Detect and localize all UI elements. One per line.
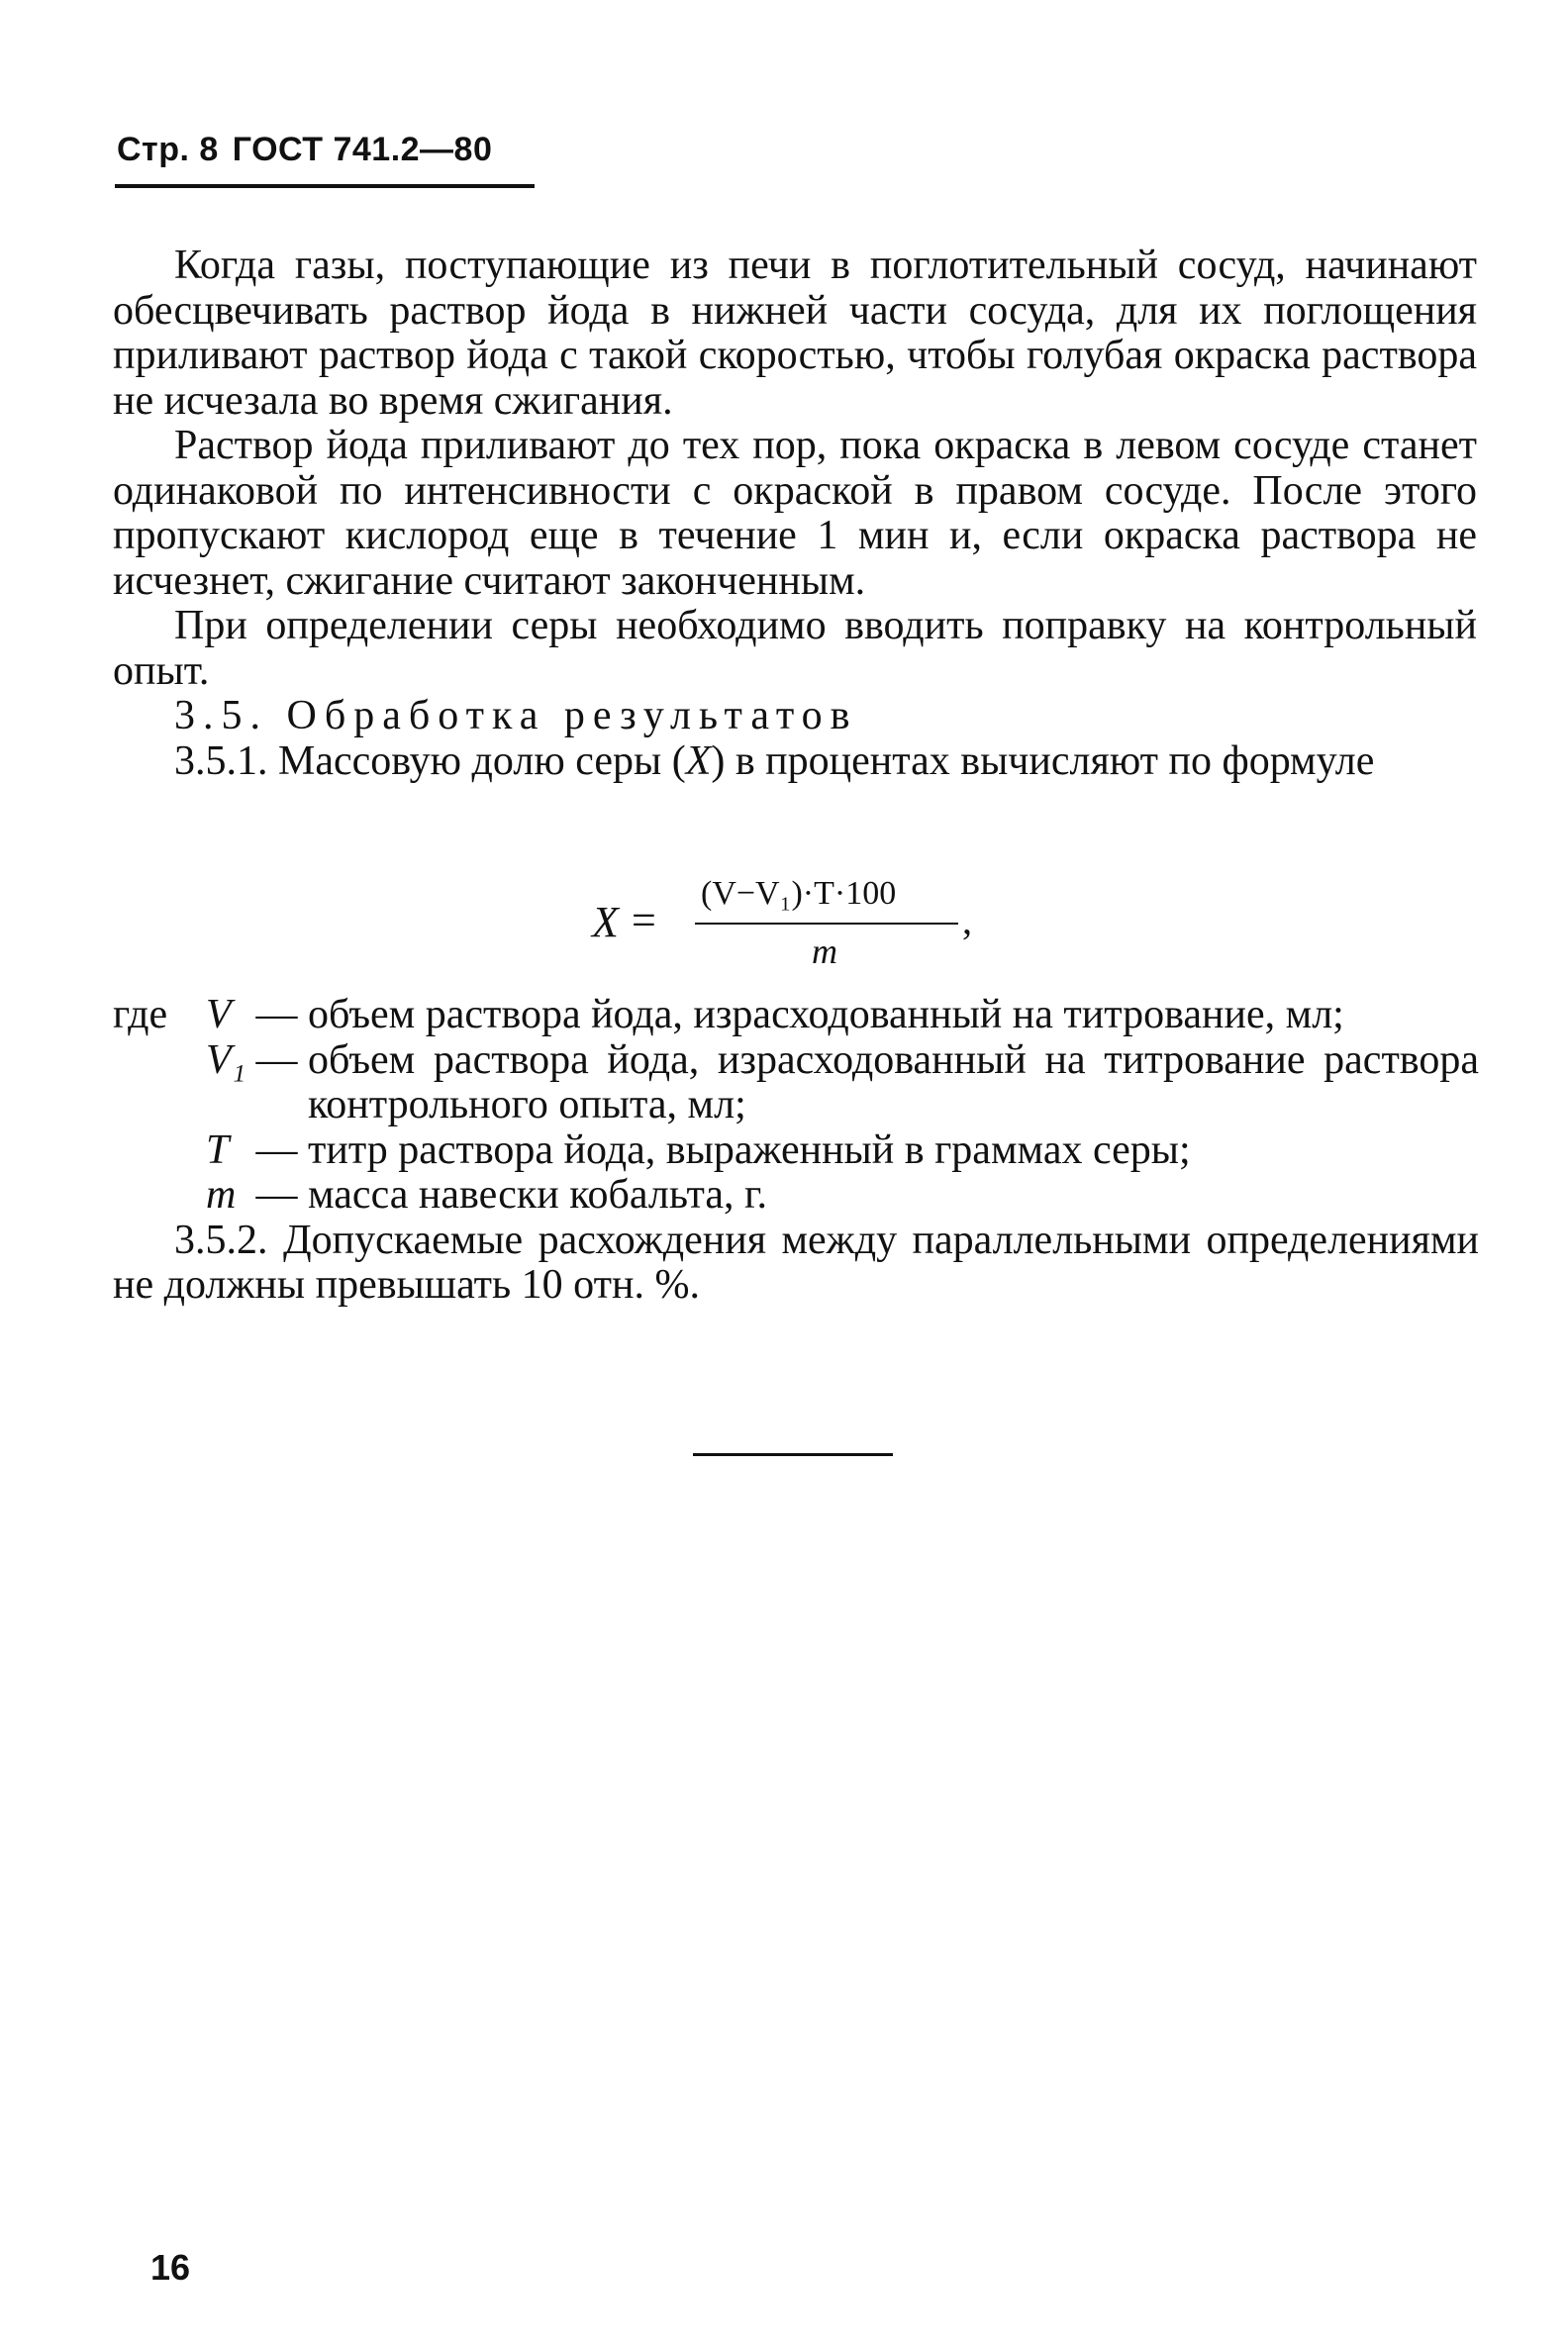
variable-description: объем раствора йода, израсходованный на титрование раствора контрольного опыта, мл;: [308, 1036, 1479, 1127]
variable-row: [113, 1038, 1479, 1128]
formula-denominator: m: [812, 931, 837, 971]
variable-row: [113, 1128, 1479, 1174]
variable-dash: —: [245, 992, 308, 1037]
variable-row: [113, 1173, 1479, 1219]
header-rule: [115, 184, 535, 188]
body-text: [113, 244, 1477, 784]
page-label: Стр. 8: [117, 131, 219, 168]
section-heading: [113, 694, 1477, 739]
variable-x: X: [685, 737, 712, 784]
variable-definitions: [113, 993, 1479, 1309]
standard-designation: ГОСТ 741.2—80: [232, 131, 493, 168]
fraction-bar: [695, 923, 958, 925]
variable-symbol: m: [206, 1172, 237, 1218]
variable-symbol: T: [206, 1126, 230, 1173]
variable-dash: —: [245, 1036, 308, 1083]
indent-spacer: [113, 1038, 206, 1128]
variable-description: титр раствора йода, выраженный в граммах серы;: [308, 1126, 1191, 1173]
where-label: где: [113, 992, 168, 1037]
variable-dash: —: [245, 1172, 308, 1218]
variable-dash: —: [245, 1126, 308, 1173]
section-title: 3.5. Обработка результатов: [174, 693, 858, 738]
formula-equals: =: [632, 896, 656, 944]
formula-intro-text-end: ) в процентах вычисляют по формуле: [711, 737, 1375, 784]
paragraph-tolerance: 3.5.2. Допускаемые расхождения между параллельными определениями не должны превышать 10 отн. %.: [113, 1217, 1479, 1308]
paragraph-absorption: Когда газы, поступающие из печи в поглотительный сосуд, начинают обесцвечивать раствор йода в нижней части сосуда, для их поглощения приливают раствор йода с такой скоростью, чтобы голубая окраска раствора не исчезала во время сжигания.: [113, 243, 1477, 424]
variable-symbol: V: [206, 992, 232, 1037]
formula-lhs: X: [592, 898, 619, 946]
indent-spacer: [113, 1128, 206, 1174]
variable-symbol: V₁: [206, 1036, 246, 1083]
running-header: [117, 131, 492, 169]
paragraph-control-correction: При определении серы необходимо вводить поправку на контрольный опыт.: [113, 603, 1477, 694]
formula-intro-text: 3.5.1. Массовую долю серы (: [174, 737, 686, 784]
indent-spacer: [113, 1173, 206, 1219]
variable-description: объем раствора йода, израсходованный на титрование, мл;: [308, 992, 1344, 1037]
paragraph-formula-intro: [113, 739, 1477, 785]
page-number: 16: [150, 2247, 191, 2288]
formula-comma: ,: [962, 898, 972, 942]
variable-description: масса навески кобальта, г.: [308, 1172, 767, 1218]
variable-row: [113, 993, 1479, 1038]
formula: [592, 875, 1008, 974]
formula-numerator: (V−V₁)·T·100: [701, 875, 897, 912]
end-rule: [693, 1453, 893, 1456]
paragraph-iodine-addition: Раствор йода приливают до тех пор, пока окраска в левом сосуде станет одинаковой по интенсивности с окраской в правом сосуде. После этого пропускают кислород еще в течение 1 мин и, если окраска раствора не исчезнет, сжигание считают законченным.: [113, 423, 1477, 604]
